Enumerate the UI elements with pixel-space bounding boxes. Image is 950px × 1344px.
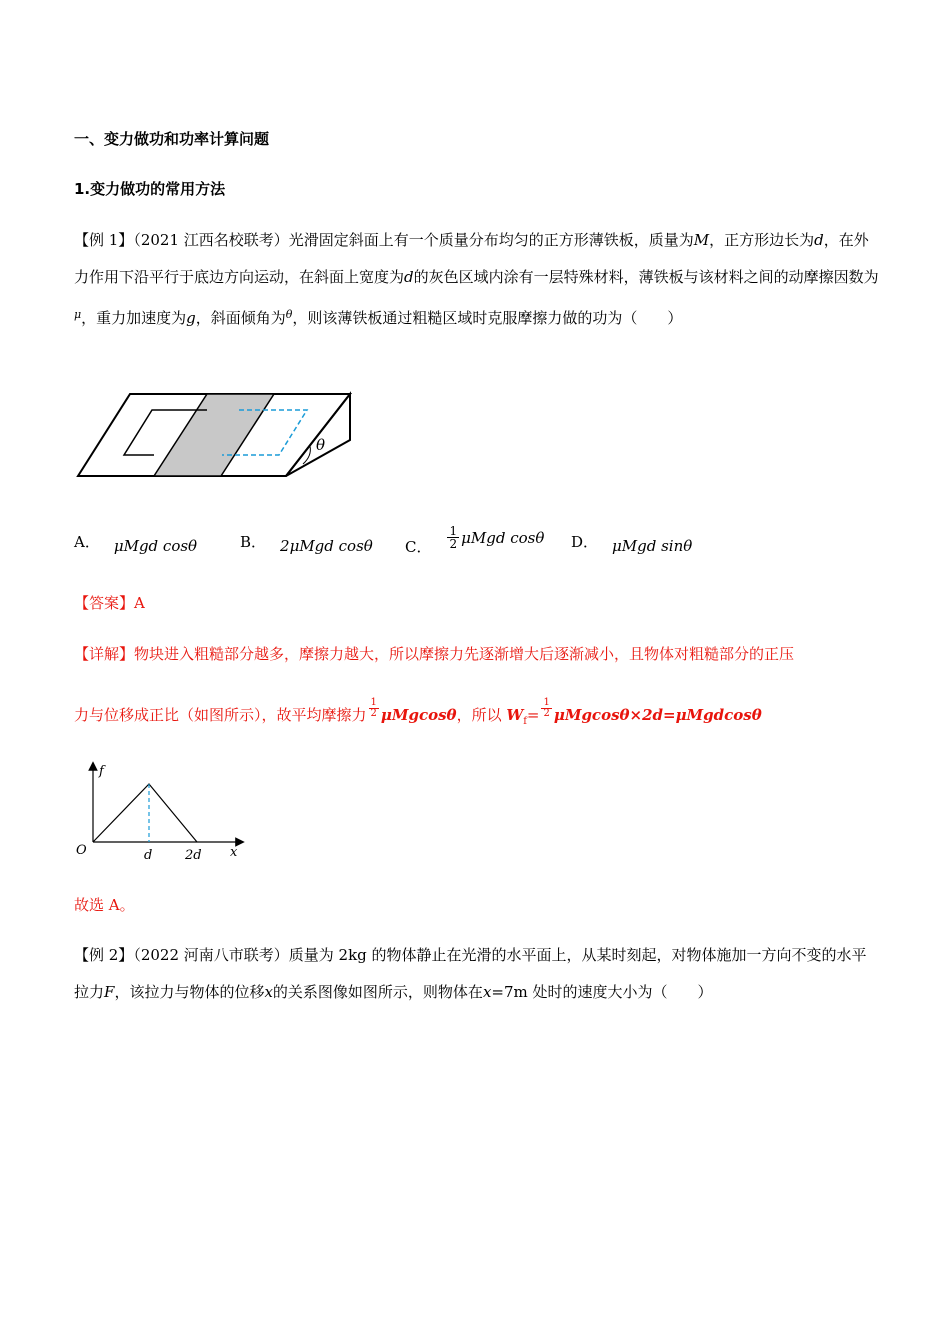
- subsection-title: 1.变力做功的常用方法: [74, 180, 226, 198]
- example2-tag: 【例 2】: [74, 946, 134, 964]
- option-d[interactable]: D． μMgd sinθ: [571, 532, 693, 555]
- option-a[interactable]: A． μMgd cosθ: [74, 532, 198, 555]
- example1-tag: 【例 1】: [74, 231, 134, 249]
- option-c-fraction: $\frac{1}{2}$: [449, 524, 458, 551]
- conclusion: 故选 A。: [74, 896, 135, 914]
- triangle-curve: [93, 784, 197, 842]
- option-c[interactable]: C． $\frac{1}{2}$ μMgd cosθ: [405, 524, 545, 556]
- friction-displacement-graph: [72, 760, 252, 870]
- example2-source: （2022 河南八市联考）: [133, 946, 289, 964]
- example1-source: （2021 江西名校联考）: [133, 231, 289, 249]
- angle-label: θ: [316, 436, 326, 454]
- tick-2d: 2d: [185, 848, 202, 863]
- tick-d: d: [144, 848, 153, 863]
- x-axis-label: x: [230, 845, 238, 860]
- incline-figure: [74, 388, 364, 483]
- example2-question: 【例 2】（2022 河南八市联考）质量为 2kg 的物体静止在光滑的水平面上，从某时刻起，对物体施加一方向不变的水平拉力F，该拉力与物体的位移x的关系图像如图所示，则物体在x=7m 处时的速度大小为（ ）: [74, 946, 867, 1001]
- detail-line-2: 力与位移成正比（如图所示），故平均摩擦力 $\frac{1}{2}$ μMgcosθ，所以 $W_f=$ $\frac{1}{2}$ μMgcosθ×2d=μMgdcosθ: [74, 696, 762, 727]
- detail-fraction-2: $\frac{1}{2}$: [543, 696, 550, 719]
- detail-line-1: 【详解】物块进入粗糙部分越多，摩擦力越大，所以摩擦力先逐渐增大后逐渐减小，且物体对粗糙部分的正压: [74, 645, 795, 663]
- detail-fraction-1: $\frac{1}{2}$: [370, 696, 377, 719]
- origin-label: O: [76, 843, 87, 858]
- example1-question: 【例 1】（2021 江西名校联考）光滑固定斜面上有一个质量分布均匀的正方形薄铁板，质量为M，正方形边长为d，在外力作用下沿平行于底边方向运动，在斜面上宽度为d的灰色区域内涂有一层特殊材料，薄铁板与该材料之间的动摩擦因数为$^\mu$，重力加速度为g，斜面倾角为$^\theta$，则该薄铁板通过粗糙区域时克服摩擦力做的功为（ ）: [74, 231, 879, 327]
- incline-side: [286, 394, 350, 476]
- section-title: 一、变力做功和功率计算问题: [74, 130, 270, 148]
- answer-value: A: [134, 594, 145, 612]
- rough-region: [154, 394, 274, 476]
- y-axis-label: f: [99, 764, 104, 779]
- option-b[interactable]: B． 2μMgd cosθ: [240, 532, 373, 555]
- answer-line: 【答案】A: [74, 594, 145, 612]
